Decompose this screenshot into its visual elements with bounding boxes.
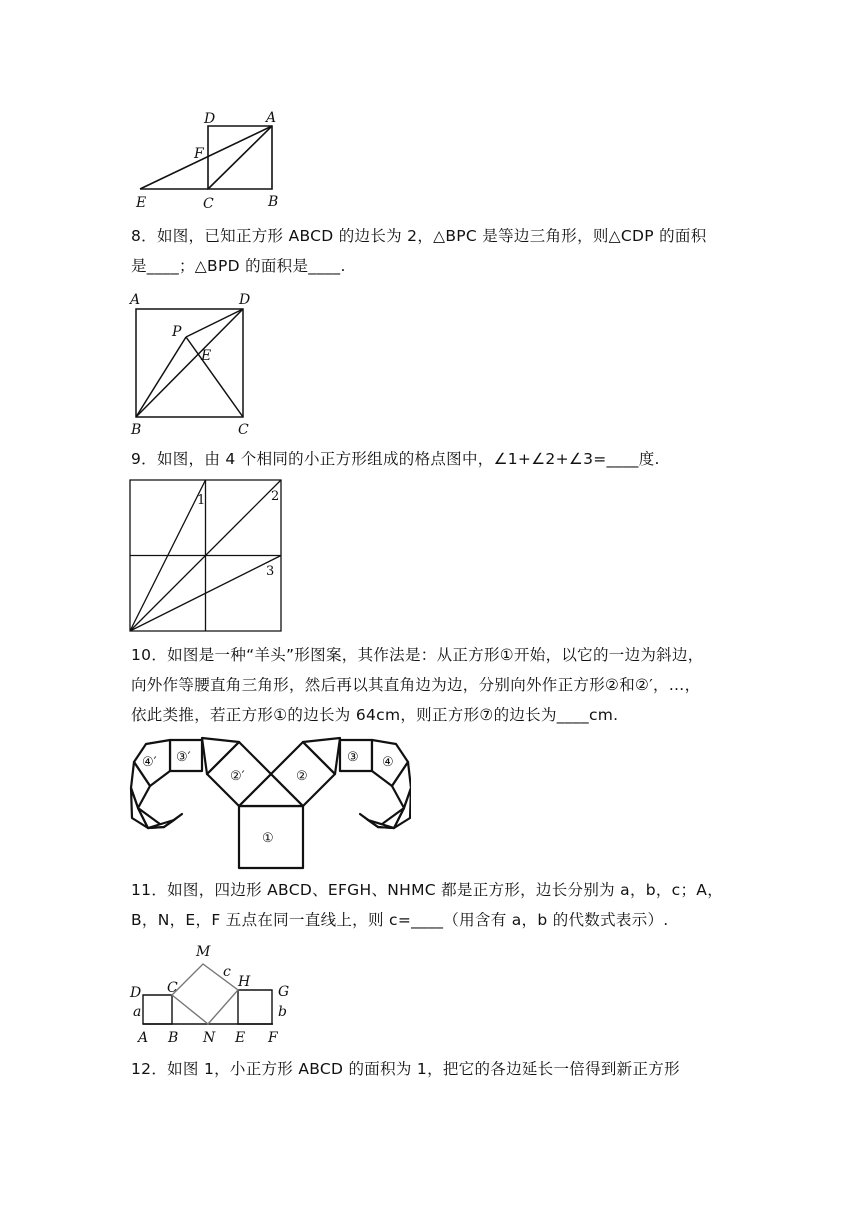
label-A: A (266, 110, 277, 126)
square-label-3-prime: ③′ (176, 750, 191, 765)
label-D: D (204, 111, 216, 127)
label-E: E (201, 348, 212, 364)
question-10 (131, 640, 741, 730)
label-A: A (138, 1030, 149, 1046)
question-11-line-2: B，N，E，F 五点在同一直线上，则 c=____（用含有 a，b 的代数式表示）. (131, 911, 669, 929)
label-E: E (136, 195, 147, 211)
label-D: D (130, 985, 142, 1001)
question-11 (131, 875, 741, 935)
question-8-line-2: 是____；△BPD 的面积是____. (131, 257, 346, 275)
square-label-3: ③ (347, 750, 359, 765)
question-9-line-1: 9．如图，由 4 个相同的小正方形组成的格点图中，∠1+∠2+∠3=____度. (131, 450, 660, 468)
figure-q10 (128, 730, 411, 870)
label-B: B (131, 422, 142, 438)
label-B: B (268, 194, 279, 210)
square-label-1: ① (262, 831, 274, 846)
label-b: b (278, 1004, 287, 1020)
label-N: N (203, 1030, 216, 1046)
square-label-4-prime: ④′ (142, 755, 157, 770)
label-G: G (278, 984, 290, 1000)
question-8-line-1: 8．如图，已知正方形 ABCD 的边长为 2，△BPC 是等边三角形，则△CDP 的面积 (131, 227, 707, 245)
question-10-line-3: 依此类推，若正方形①的边长为 64cm，则正方形⑦的边长为____cm. (131, 706, 619, 724)
label-M: M (196, 944, 211, 960)
question-12 (131, 1054, 741, 1084)
question-11-line-1: 11．如图，四边形 ABCD、EFGH、NHMC 都是正方形，边长分别为 a，b，c；A， (131, 881, 724, 899)
label-a: a (133, 1004, 142, 1020)
angle-label-1: 1 (197, 493, 206, 508)
label-C: C (238, 422, 249, 438)
square-label-4: ④ (382, 755, 394, 770)
question-12-line-1: 12．如图 1，小正方形 ABCD 的面积为 1，把它的各边延长一倍得到新正方形 (131, 1060, 680, 1078)
angle-label-2: 2 (271, 489, 280, 504)
label-B: B (168, 1030, 179, 1046)
question-10-line-1: 10．如图是一种“羊头”形图案，其作法是：从正方形①开始，以它的一边为斜边， (131, 646, 704, 664)
figure-q8 (126, 290, 261, 438)
label-H: H (238, 974, 251, 990)
label-E: E (235, 1030, 246, 1046)
label-P: P (172, 324, 182, 340)
question-8 (131, 221, 741, 281)
question-9 (131, 444, 741, 474)
label-c: c (223, 964, 231, 980)
figure-q11 (128, 940, 298, 1048)
question-10-line-2: 向外作等腰直角三角形，然后再以其直角边为边，分别向外作正方形②和②′，…， (131, 676, 701, 694)
label-A: A (130, 292, 141, 308)
label-F: F (194, 146, 204, 162)
figure-q7 (128, 108, 288, 213)
label-C: C (167, 980, 178, 996)
square-label-2: ② (296, 769, 308, 784)
label-F: F (268, 1030, 278, 1046)
figure-q9 (128, 478, 283, 633)
angle-label-3: 3 (266, 564, 275, 579)
label-D: D (239, 292, 251, 308)
square-label-2-prime: ②′ (230, 769, 245, 784)
label-C: C (203, 196, 214, 212)
